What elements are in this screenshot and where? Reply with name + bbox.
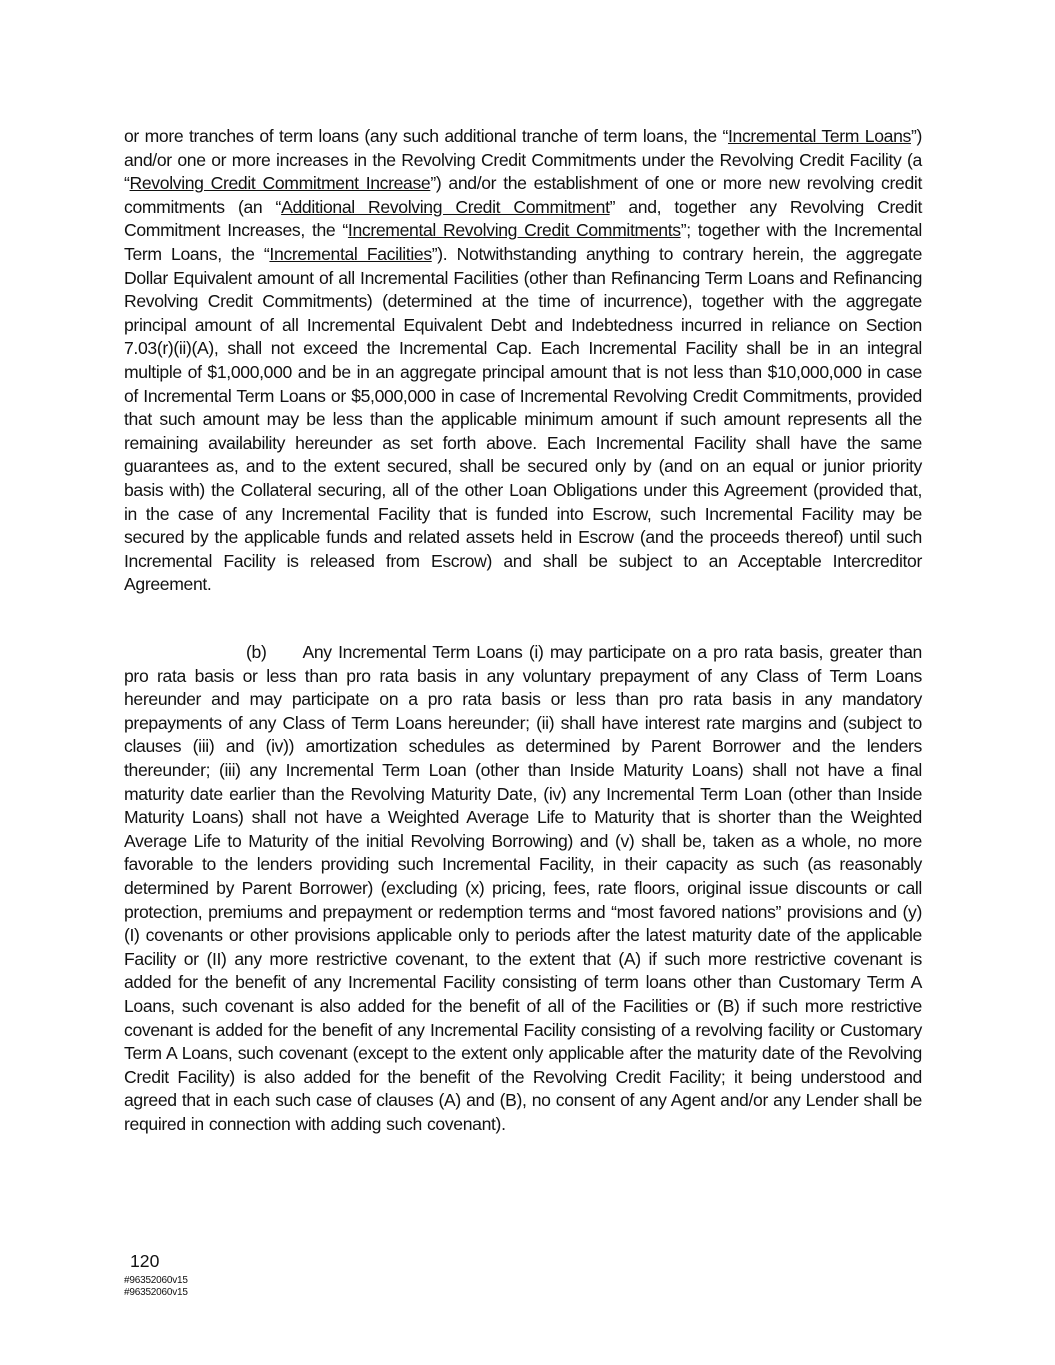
paragraph-b-label: (b) bbox=[246, 642, 267, 662]
paragraph-a-text-2: ”) and/or one or more increases in the Revolving Credit Commitments under the Revolving Credit Facility (a “ bbox=[124, 126, 922, 194]
paragraph-a bbox=[124, 125, 922, 597]
defined-term-incremental-facilities: Incremental Facilities bbox=[269, 243, 432, 264]
defined-term-revolving-credit-commitment-increase: Revolving Credit Commitment Increase bbox=[129, 173, 431, 194]
page-number: 120 bbox=[130, 1251, 160, 1271]
defined-term-incremental-revolving-credit-commitments: Incremental Revolving Credit Commitments bbox=[347, 220, 681, 241]
paragraph-a-text-5: ”; together with the Incremental Term Loans, the “ bbox=[124, 220, 922, 264]
paragraph-a-text-1: or more tranches of term loans (any such additional tranche of term loans, the “ bbox=[124, 126, 728, 146]
paragraph-b bbox=[124, 641, 922, 1136]
document-id-2: #96352060v15 bbox=[124, 1287, 188, 1298]
paragraph-a-text-6: ”). Notwithstanding anything to contrary herein, the aggregate Dollar Equivalent amount of all Incremental Facilities (other than Refinancing Term Loans and Refinancing Revolving Credit Commitments) (determined at the time of incurrence), together with the aggregate principal amount of all Incremental Equivalent Debt and Indebtedness incurred in reliance on Section 7.03(r)(ii)(A), shall not exceed the Incremental Cap. Each Incremental Facility shall be in an integral multiple of $1,000,000 and be in an aggregate principal amount that is not less than $10,000,000 in case of Incremental Term Loans or $5,000,000 in case of Incremental Revolving Credit Commitments, provided that such amount may be less than the applicable minimum amount if such amount represents all the remaining availability hereunder as set forth above. Each Incremental Facility shall have the same guarantees as, and to the extent secured, shall be secured only by (and on an equal or junior priority basis with) the Collateral securing, all of the other Loan Obligations under this Agreement (provided that, in the case of any Incremental Facility that is funded into Escrow, such Incremental Facility may be secured by the applicable funds and related assets held in Escrow (and the proceeds thereof) until such Incremental Facility is released from Escrow) and shall be subject to an Acceptable Intercreditor Agreement. bbox=[124, 243, 923, 595]
defined-term-additional-revolving-credit-commitment: Additional Revolving Credit Commitment bbox=[281, 196, 610, 217]
paragraph-a-text-4: ” and, together any Revolving Credit Commitment Increases, the “ bbox=[124, 196, 923, 241]
defined-term-incremental-term-loans: Incremental Term Loans bbox=[727, 126, 911, 146]
paragraph-b-text: Any Incremental Term Loans (i) may participate on a pro rata basis, greater than pro rata basis or less than pro rata basis in any voluntary prepayment of any Class of Term Loans hereunder and may participate on a pro rata basis or less than pro rata basis in any mandatory prepayments of any Class of Term Loans hereunder; (ii) shall have interest rate margins and (subject to clauses (iii) and (iv)) amortization schedules as determined by Parent Borrower and the lenders thereunder; (iii) any Incremental Term Loan (other than Inside Maturity Loans) shall not have a final maturity date earlier than the Revolving Maturity Date, (iv) any Incremental Term Loan (other than Inside Maturity Loans) shall not have a Weighted Average Life to Maturity that is shorter than the Weighted Average Life to Maturity of the initial Revolving Borrowing) and (v) shall be, taken as a whole, no more favorable to the lenders providing such Incremental Facility, in their capacity as such (as reasonably determined by Parent Borrower) (excluding (x) pricing, fees, rate floors, original issue discounts or call protection, premiums and prepayment or redemption terms and “most favored nations” provisions and (y) (I) covenants or other provisions applicable only to periods after the latest maturity date of the applicable Facility or (II) any more restrictive covenant, to the extent that (A) if such more restrictive covenant is added for the benefit of any Incremental Facility consisting of term loans other than Customary Term A Loans, such covenant is also added for the benefit of all of the Facilities or (B) if such more restrictive covenant is added for the benefit of any Incremental Facility consisting of a revolving facility or Customary Term A Loans, such covenant (except to the extent only applicable after the maturity date of the Revolving Credit Facility) is also added for the benefit of the Revolving Credit Facility; it being understood and agreed that in each such case of clauses (A) and (B), no consent of any Agent and/or any Lender shall be required in connection with adding such covenant). bbox=[124, 642, 922, 1134]
paragraph-a-text-3: ”) and/or the establishment of one or more new revolving credit commitments (an “ bbox=[124, 173, 922, 217]
document-id-1: #96352060v15 bbox=[124, 1275, 188, 1286]
